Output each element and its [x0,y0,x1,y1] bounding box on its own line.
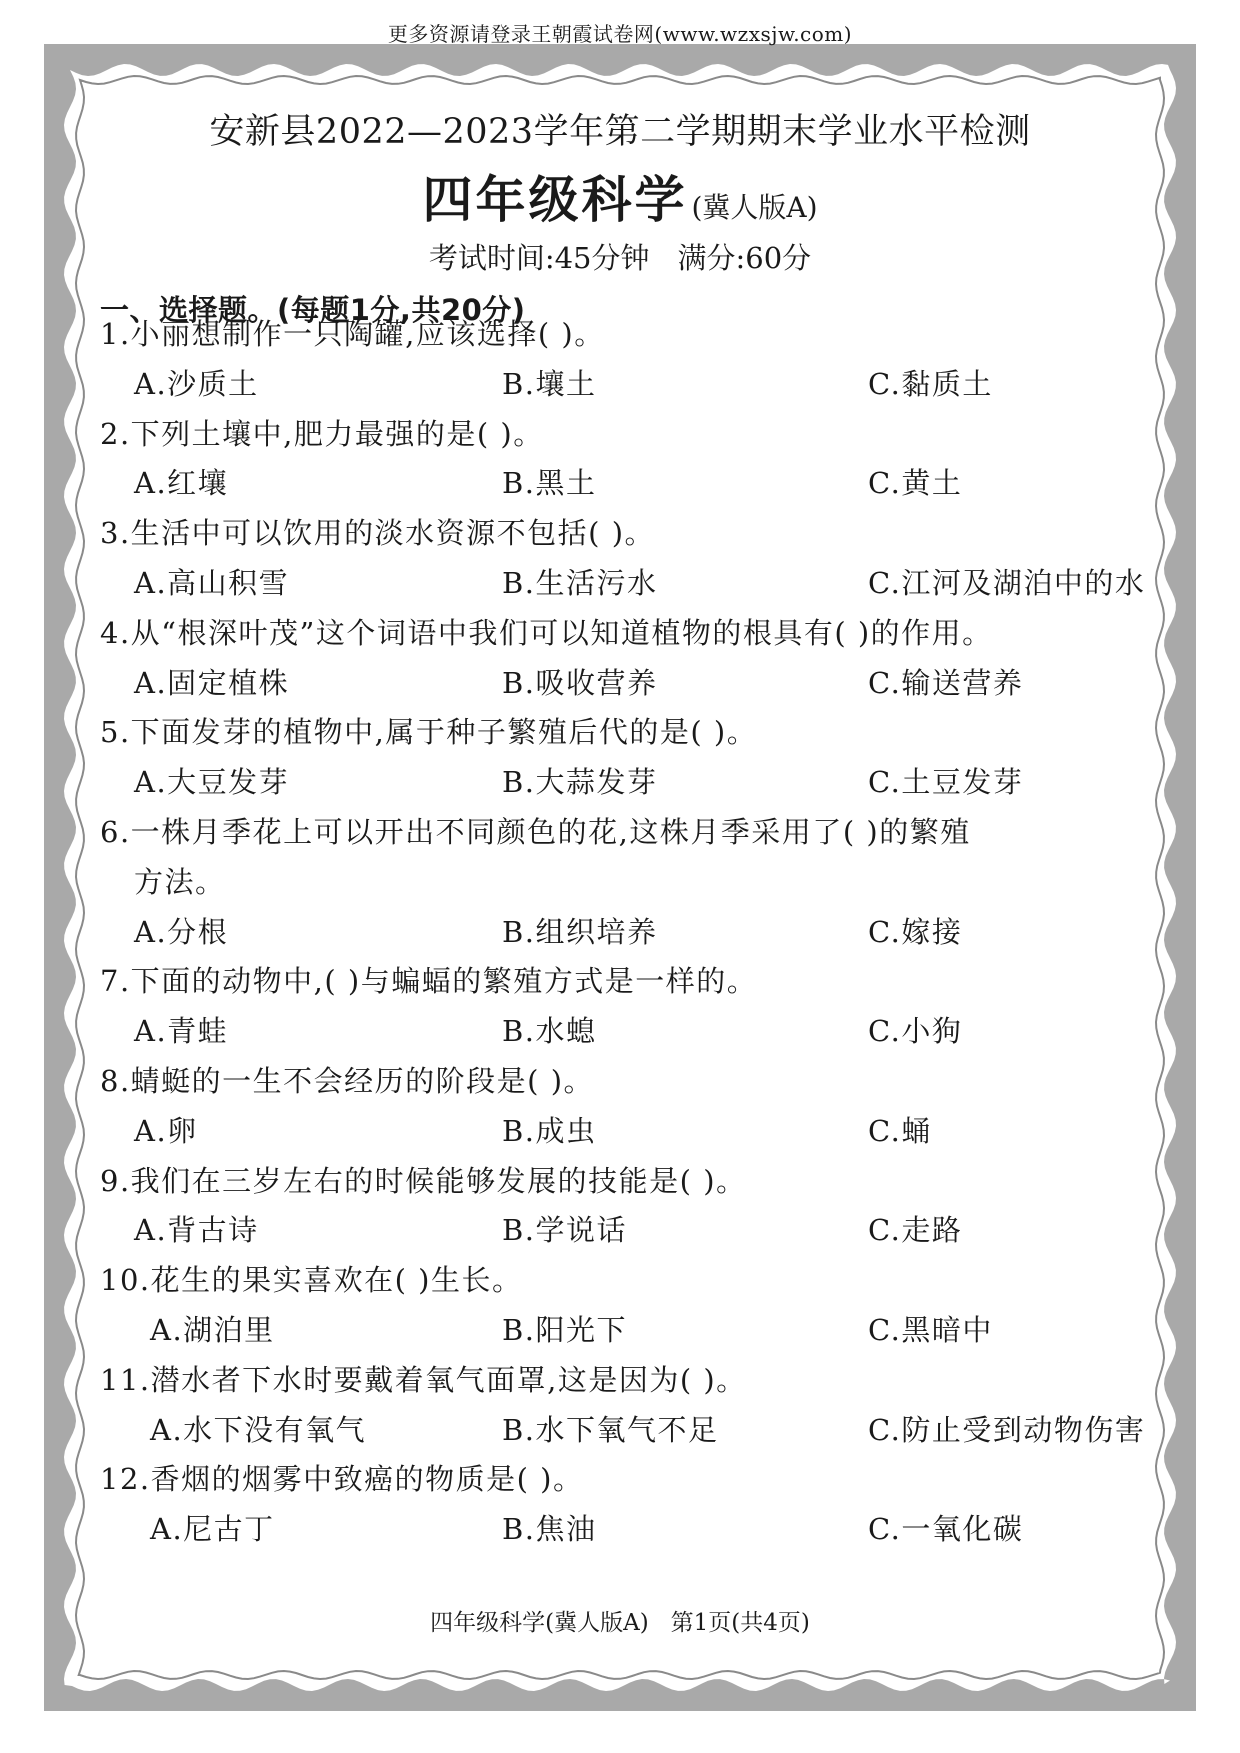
question-5-option-c: C.土豆发芽 [868,765,1024,800]
question-8-option-c: C.蛹 [868,1113,932,1148]
question-2-option-a: A.红壤 [134,466,229,501]
subject-title-row [0,160,1240,232]
question-1-stem: 1.小丽想制作一只陶罐,应该选择( )。 [100,317,605,351]
question-7-stem: 7.下面的动物中,( )与蝙蝠的繁殖方式是一样的。 [100,964,758,999]
question-1-option-c: C.黏质土 [868,366,993,401]
question-6-option-a: A.分根 [134,914,229,949]
question-8-option-a: A.卵 [134,1113,198,1148]
question-11-stem: 11.潜水者下水时要戴着氧气面罩,这是因为( )。 [100,1362,747,1397]
question-3-option-a: A.高山积雪 [134,566,290,600]
question-11-option-a: A.水下没有氧气 [150,1412,367,1447]
question-5-option-b: B.大蒜发芽 [502,765,658,800]
question-10-option-c: C.黑暗中 [868,1313,993,1347]
question-10-option-a: A.湖泊里 [150,1313,275,1347]
footer-subject: 四年级科学(冀人版A) [430,1610,649,1636]
question-9-stem: 9.我们在三岁左右的时候能够发展的技能是( )。 [100,1163,747,1198]
edition-label: (冀人版A) [691,191,818,224]
page-footer [0,1604,1240,1637]
question-1-option-b: B.壤土 [502,366,597,401]
question-9-option-a: A.背古诗 [134,1213,259,1248]
question-3-option-b: B.生活污水 [502,566,658,600]
question-6-stem-continued: 方法。 [134,864,226,899]
question-4-option-b: B.吸收营养 [502,665,658,700]
page-number: 第1页(共4页) [670,1610,810,1636]
question-7-option-b: B.水螅 [502,1014,597,1049]
question-12-stem: 12.香烟的烟雾中致癌的物质是( )。 [100,1462,584,1497]
question-4-option-a: A.固定植株 [134,665,290,700]
question-11-option-c: C.防止受到动物伤害 [868,1412,1146,1447]
question-4-option-c: C.输送营养 [868,665,1024,700]
question-5-stem: 5.下面发芽的植物中,属于种子繁殖后代的是( )。 [100,715,758,750]
question-6-option-b: B.组织培养 [502,914,658,949]
question-7-option-a: A.青蛙 [134,1014,229,1049]
subject-title: 四年级科学 [422,171,688,229]
question-11-option-b: B.水下氧气不足 [502,1412,719,1447]
question-2-stem: 2.下列土壤中,肥力最强的是( )。 [100,416,544,451]
question-4-stem: 4.从“根深叶茂”这个词语中我们可以知道植物的根具有( )的作用。 [100,615,993,650]
question-8-option-b: B.成虫 [502,1113,597,1148]
question-3-stem: 3.生活中可以饮用的淡水资源不包括( )。 [100,516,656,551]
question-6-option-c: C.嫁接 [868,914,963,949]
question-2-option-c: C.黄土 [868,466,963,501]
question-12-option-b: B.焦油 [502,1512,597,1547]
exam-info [0,236,1240,277]
question-7-option-c: C.小狗 [868,1014,963,1049]
question-1-option-a: A.沙质土 [134,366,259,401]
question-12-option-a: A.尼古丁 [150,1512,275,1547]
question-3-option-c: C.江河及湖泊中的水 [868,566,1146,600]
question-10-option-b: B.阳光下 [502,1313,628,1347]
question-9-option-b: B.学说话 [502,1213,628,1248]
question-2-option-b: B.黑土 [502,466,597,501]
question-8-stem: 8.蜻蜓的一生不会经历的阶段是( )。 [100,1064,595,1098]
exam-title: 安新县2022—2023学年第二学期期末学业水平检测 [209,112,1031,152]
question-6-stem: 6.一株月季花上可以开出不同颜色的花,这株月季采用了( )的繁殖 [100,815,971,849]
watermark-text: 更多资源请登录王朝霞试卷网(www.wzxsjw.com) [387,22,853,46]
question-12-option-c: C.一氧化碳 [868,1512,1024,1547]
section-title: 一、选择题。(每题1分,共20分) [100,293,526,327]
question-9-option-c: C.走路 [868,1213,963,1248]
question-10-stem: 10.花生的果实喜欢在( )生长。 [100,1263,523,1298]
full-score: 满分:60分 [677,241,812,275]
question-5-option-a: A.大豆发芽 [134,765,290,800]
exam-time: 考试时间:45分钟 [428,241,650,275]
